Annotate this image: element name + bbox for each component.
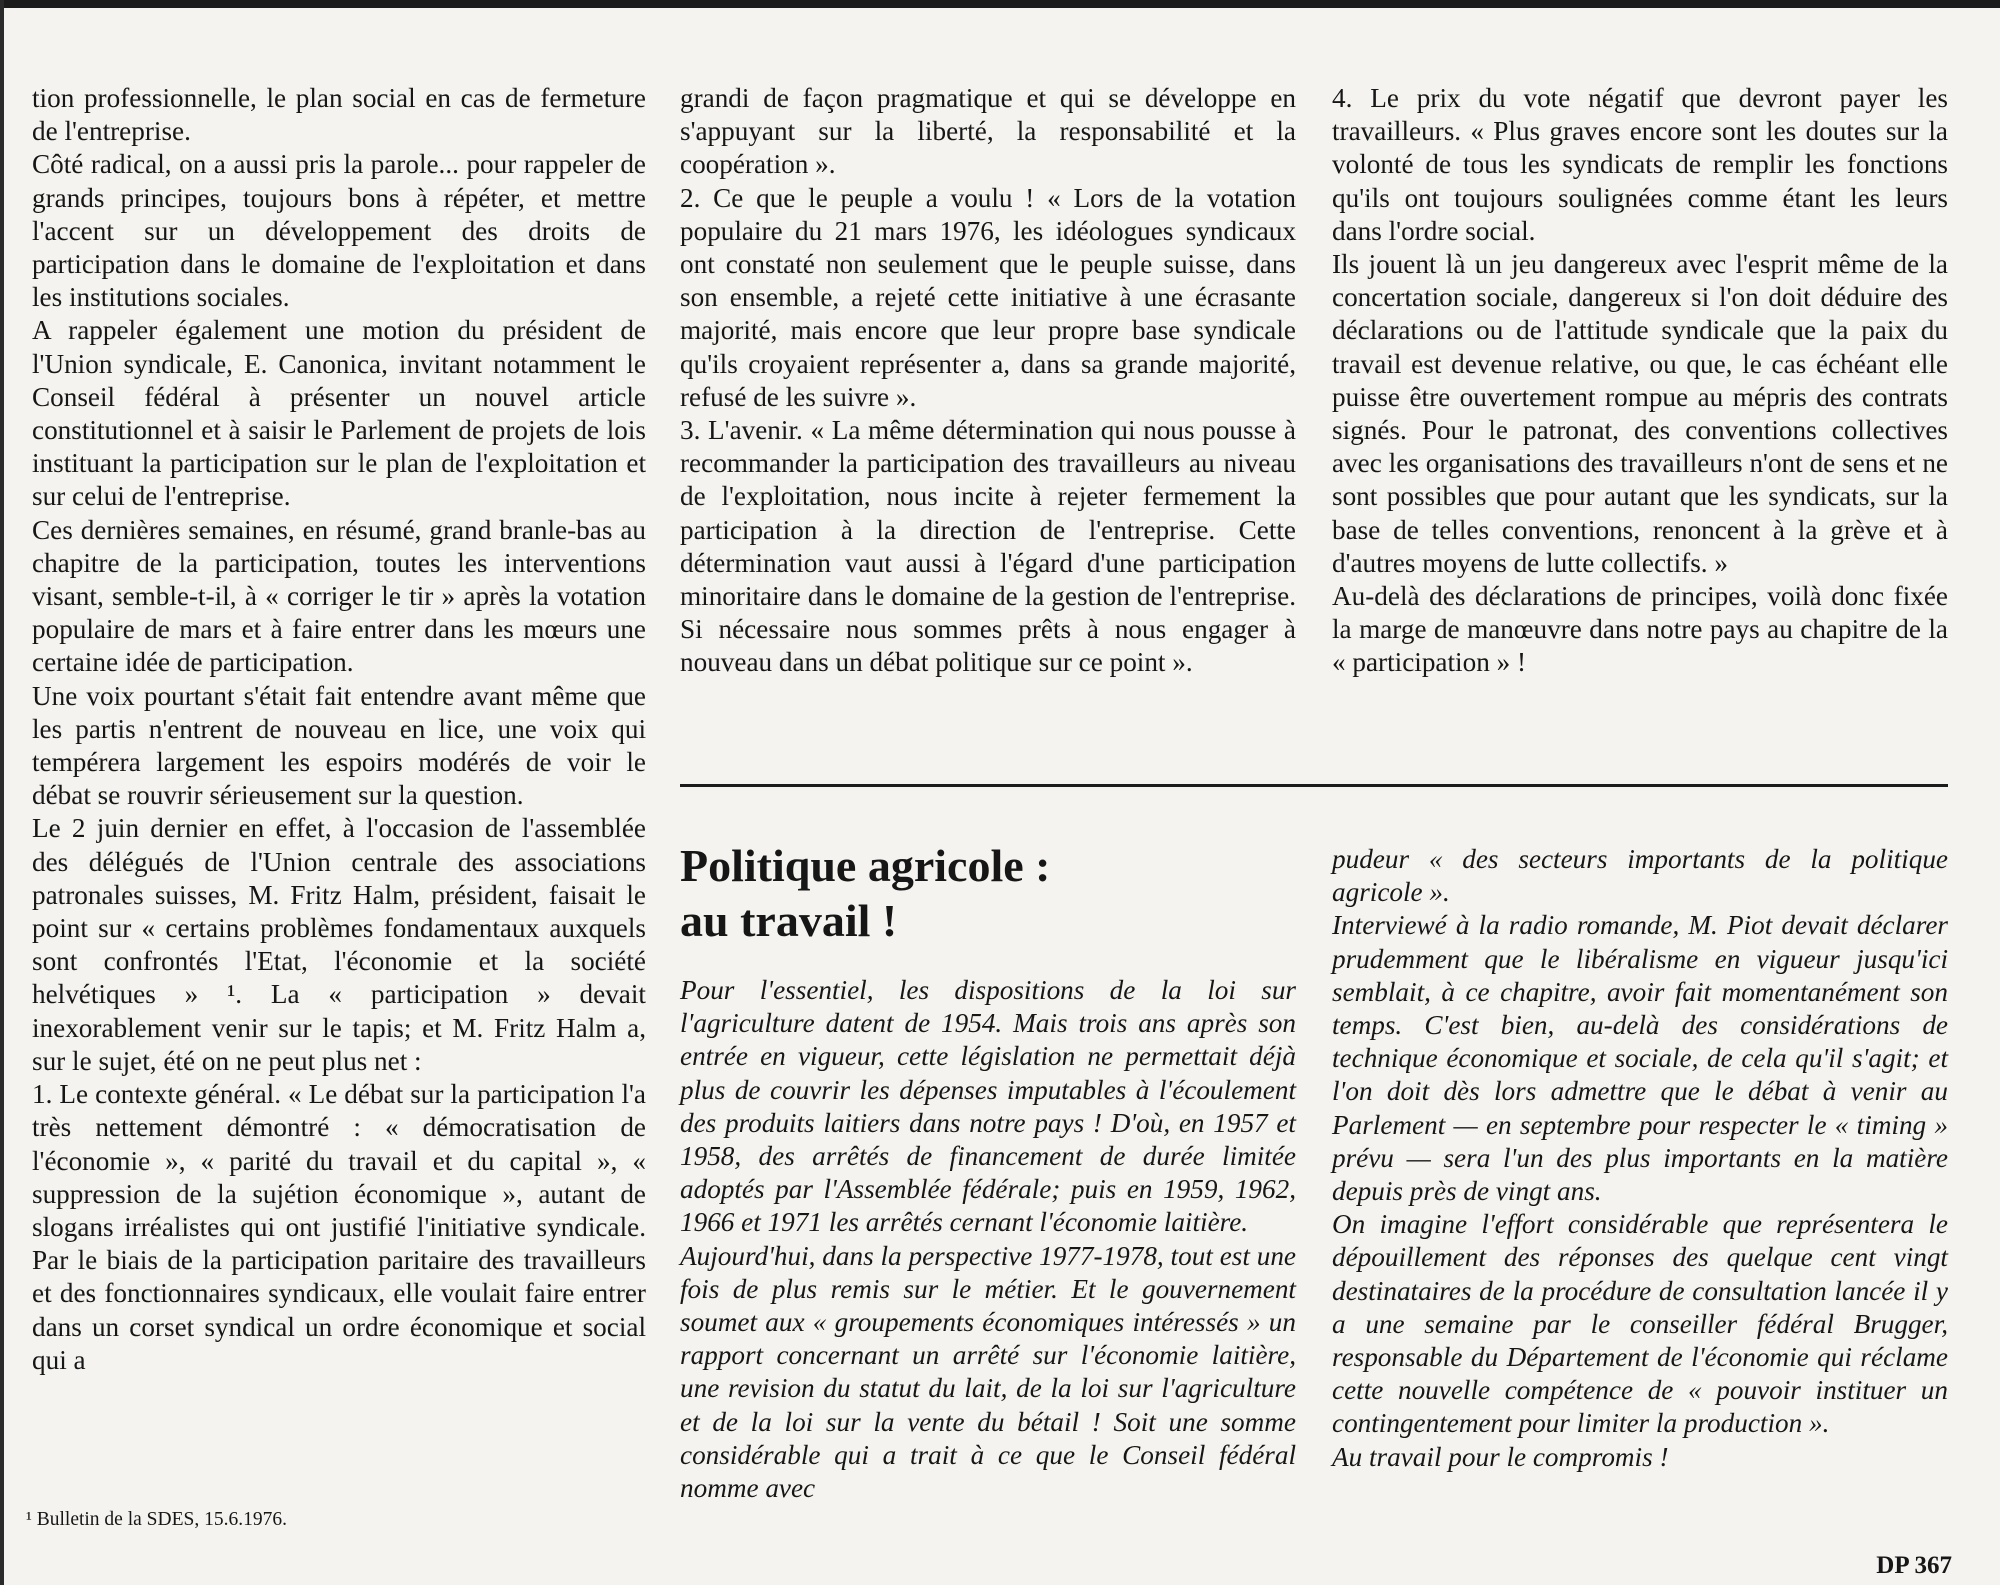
paragraph: 4. Le prix du vote négatif que devront payer les travailleurs. « Plus graves encore sont les doutes sur la volonté de tous les syndicats de remplir les fonctions qu'ils ont toujours soulignées comme étant les leurs dans l'ordre social. [1332, 83, 1948, 246]
paragraph: Une voix pourtant s'était fait entendre avant même que les partis n'entrent de nouveau en lice, une voix qui tempérera largement les espoirs modérés de voir le débat se rouvrir sérieusement sur la question. [32, 680, 646, 811]
paragraph: Aujourd'hui, dans la perspective 1977-1978, tout est une fois de plus remis sur le métier. Et le gouvernement soumet aux « groupements économiques intéressés » un rapport concernant un arrêté sur l'économie laitière, une revision du statut du lait, de la loi sur l'agriculture et de la loi sur la vente du bétail ! Soit une somme considérable qui a trait à ce que le Conseil fédéral nomme avec [680, 1240, 1296, 1504]
paragraph: Le 2 juin dernier en effet, à l'occasion de l'assemblée des délégués de l'Union centrale des associations patronales suisses, M. Fritz Halm, président, faisait le point sur « certains problèmes fondamentaux auxquels sont confrontés l'Etat, l'économie et la société helvétiques » ¹. La « participation » devait inexorablement venir sur le tapis; et M. Fritz Halm a, sur le sujet, été on ne peut plus net : [32, 813, 646, 1076]
headline-line-1: Politique agricole : [680, 840, 1051, 891]
agri-column-left [680, 974, 1296, 1505]
paragraph: Ils jouent là un jeu dangereux avec l'esprit même de la concertation sociale, dangereux si l'on doit déduire des déclarations ou de l'attitude syndicale que la paix du travail est devenue relative, ou que, le cas échéant elle puisse être ouvertement rompue au mépris des contrats signés. Pour le patronat, des conventions collectives avec les organisations des travailleurs n'ont de sens et ne sont possibles que pour autant que les syndicats, sur la base de telles conventions, renoncent à la grève et à d'autres moyens de lutte collectifs. » [1332, 249, 1948, 578]
article-column-1 [32, 82, 646, 1377]
paragraph: 1. Le contexte général. « Le débat sur la participation l'a très nettement démontré : « démocratisation de l'économie », « parité du travail et du capital », « suppression de la sujétion économique », autant de slogans irréalistes qui ont justifié l'initiative syndicale. Par le biais de la participation paritaire des travailleurs et des fonctionnaires syndicaux, elle voulait faire entrer dans un corset syndical un ordre économique et social qui a [32, 1079, 646, 1375]
paragraph: Au travail pour le compromis ! [1332, 1441, 1669, 1472]
paragraph: Ces dernières semaines, en résumé, grand branle-bas au chapitre de la participation, toutes les interventions visant, semble-t-il, à « corriger le tir » après la votation populaire de mars et à faire entrer dans les mœurs une certaine idée de participation. [32, 514, 646, 678]
paragraph: Pour l'essentiel, les dispositions de la loi sur l'agriculture datent de 1954. Mais trois ans après son entrée en vigueur, cette législation ne permettait déjà plus de couvrir les dépenses imputables à l'écoulement des produits laitiers dans notre pays ! D'où, en 1957 et 1958, des arrêtés de financement de durée limitée adoptés par l'Assemblée fédérale; puis en 1959, 1962, 1966 et 1971 les arrêtés cernant l'économie laitière. [680, 975, 1296, 1238]
left-page-edge [0, 0, 4, 1585]
article-headline [680, 838, 1296, 948]
paragraph: A rappeler également une motion du président de l'Union syndicale, E. Canonica, invitant notamment le Conseil fédéral à présenter un nouvel article constitutionnel et à saisir le Parlement de projets de lois instituant la participation sur le plan de l'exploitation et sur celui de l'entreprise. [32, 315, 646, 512]
headline-line-2: au travail ! [680, 895, 898, 946]
paragraph: tion professionnelle, le plan social en cas de fermeture de l'entreprise. [32, 83, 646, 147]
paragraph: grandi de façon pragmatique et qui se développe en s'appuyant sur la liberté, la responsabilité et la coopération ». [680, 83, 1296, 180]
paragraph: 3. L'avenir. « La même détermination qui nous pousse à recommander la participation des travailleurs au niveau de l'exploitation, nous incite à rejeter fermement la participation à la direction de l'entreprise. Cette détermination vaut aussi à l'égard d'une participation minoritaire dans le domaine de la gestion de l'entreprise. Si nécessaire nous sommes prêts à nous engager à nouveau dans un débat politique sur ce point ». [680, 415, 1296, 678]
section-divider [680, 784, 1948, 787]
article-column-3 [1332, 82, 1948, 680]
agri-column-right [1332, 843, 1948, 1474]
paragraph: Au-delà des déclarations de principes, voilà donc fixée la marge de manœuvre dans notre pays au chapitre de la « participation » ! [1332, 581, 1948, 678]
paragraph: 2. Ce que le peuple a voulu ! « Lors de la votation populaire du 21 mars 1976, les idéologues syndicaux ont constaté non seulement que le peuple suisse, dans son ensemble, a rejeté cette initiative à une écrasante majorité, mais encore que leur propre base syndicale qu'ils croyaient représenter a, dans sa grande majorité, refusé de les suivre ». [680, 182, 1296, 412]
top-border-rule [0, 0, 2000, 8]
article-column-2 [680, 82, 1296, 680]
paragraph: pudeur « des secteurs importants de la politique agricole ». [1332, 844, 1948, 908]
page-identifier: DP 367 [1876, 1552, 1952, 1579]
paragraph: On imagine l'effort considérable que représentera le dépouillement des réponses des quelque cent vingt destinataires de la procédure de consultation lancée il y a une semaine par le conseiller fédéral Brugger, responsable du Département de l'économie qui réclame cette nouvelle compétence de « pouvoir instituer un contingentement pour limiter la production ». [1332, 1209, 1948, 1439]
paragraph: Interviewé à la radio romande, M. Piot devait déclarer prudemment que le libéralisme en vigueur jusqu'ici semblait, à ce chapitre, avoir fait momentanément son temps. C'est bien, au-delà des considérations de technique économique et sociale, de cela qu'il s'agit; et l'on doit dès lors admettre que le débat à venir au Parlement — en septembre pour respecter le « timing » prévu — sera l'un des plus importants en la matière depuis près de vingt ans. [1332, 910, 1948, 1207]
paragraph: Côté radical, on a aussi pris la parole... pour rappeler de grands principes, toujours bons à répéter, et mettre l'accent sur un développement des droits de participation dans le domaine de l'exploitation et dans les institutions sociales. [32, 149, 646, 313]
footnote: ¹ Bulletin de la SDES, 15.6.1976. [26, 1509, 287, 1530]
